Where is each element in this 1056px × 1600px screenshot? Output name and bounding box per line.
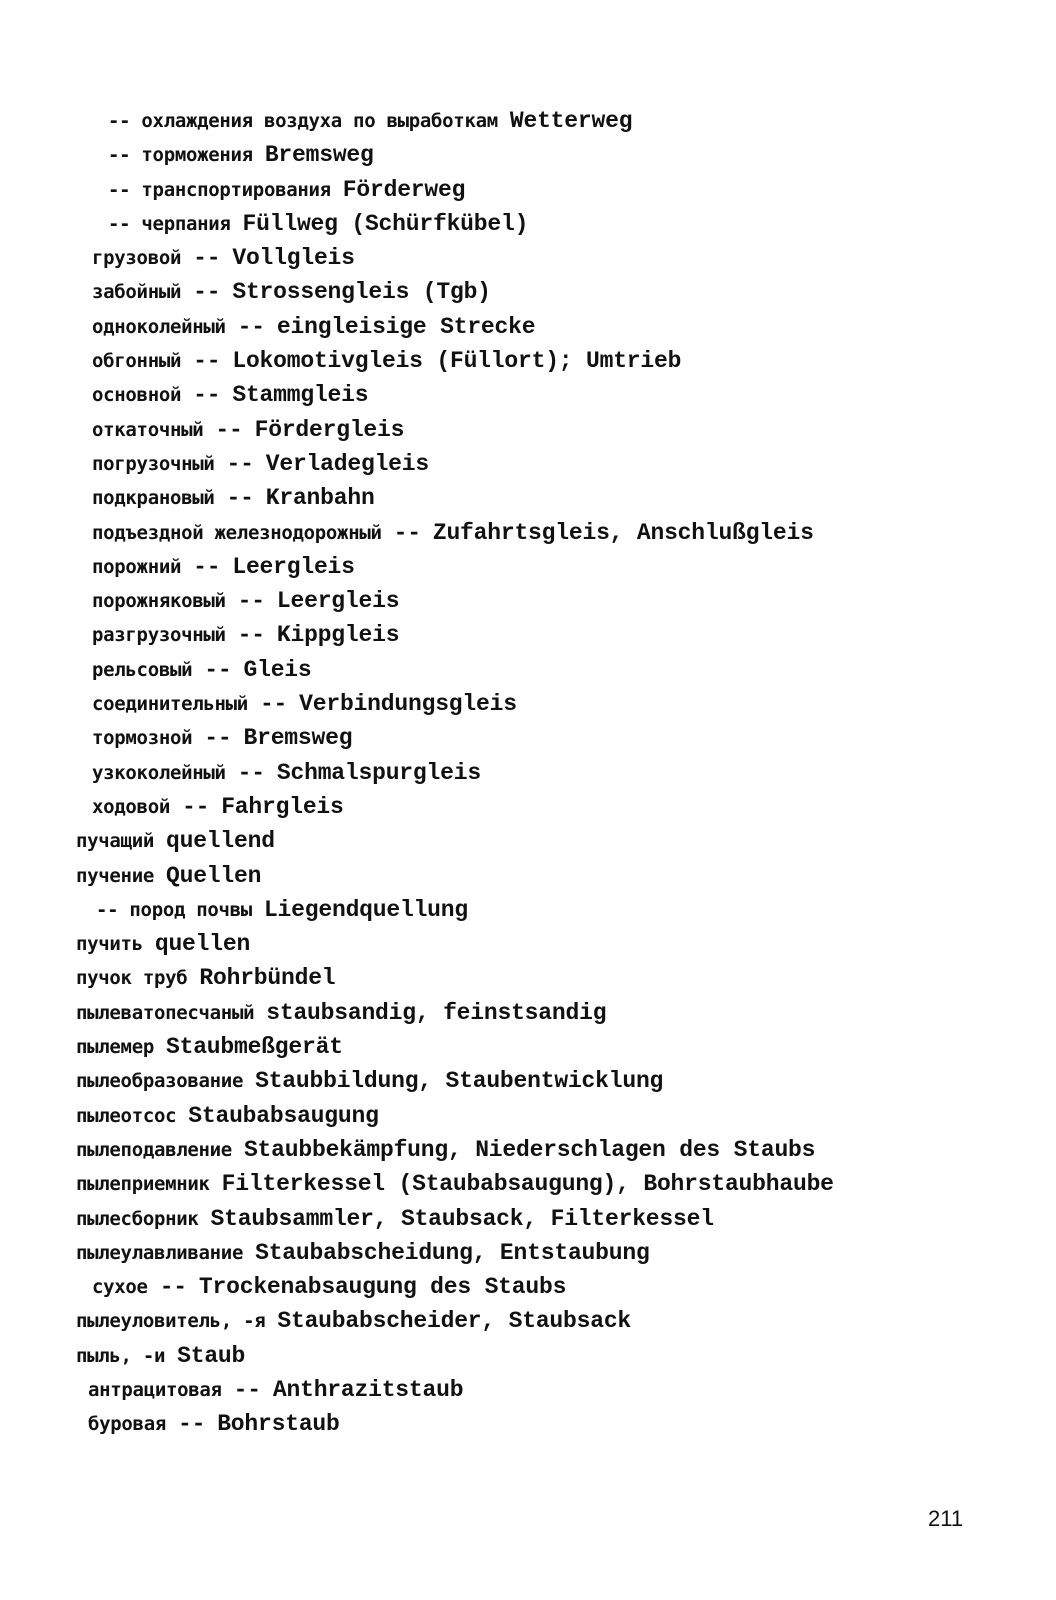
entry-separator: --	[193, 245, 221, 272]
german-translation: staubsandig, feinstsandig	[266, 999, 607, 1026]
dictionary-entry	[0, 207, 1056, 241]
dictionary-entry	[0, 790, 1056, 824]
russian-term: одноколейный	[92, 315, 226, 338]
russian-term: сухое	[92, 1276, 148, 1299]
entry-separator: --	[193, 553, 221, 580]
russian-term: узкоколейный	[92, 761, 226, 784]
german-translation: Verbindungsgleis	[299, 691, 517, 718]
dictionary-entry	[0, 1373, 1056, 1407]
german-translation: Staubabscheider, Staubsack	[277, 1308, 632, 1335]
dictionary-entry	[0, 344, 1056, 378]
dictionary-entry	[0, 1304, 1056, 1338]
entry-separator: --	[193, 279, 221, 306]
dictionary-entry	[0, 310, 1056, 344]
dictionary-entry	[0, 241, 1056, 275]
german-translation: Leergleis	[232, 553, 355, 580]
russian-term: пучить	[76, 933, 143, 956]
dictionary-entry	[0, 550, 1056, 584]
dictionary-entry	[0, 104, 1056, 138]
dictionary-entry	[0, 1339, 1056, 1373]
russian-term: -- торможения	[108, 144, 253, 167]
russian-term: -- охлаждения воздуха по выработкам	[108, 110, 498, 132]
german-translation: Staub	[177, 1342, 246, 1369]
russian-term: антрацитовая	[88, 1378, 222, 1401]
entry-separator: --	[181, 793, 210, 820]
german-translation: Kippgleis	[276, 622, 400, 649]
german-translation: Schmalspurgleis	[276, 759, 481, 786]
german-translation: Rohrbündel	[199, 965, 336, 992]
german-translation: Anthrazitstaub	[272, 1376, 464, 1403]
dictionary-entry	[0, 1167, 1056, 1201]
dictionary-entry	[0, 618, 1056, 652]
russian-term: грузовой	[92, 247, 182, 270]
dictionary-entry	[0, 1133, 1056, 1167]
dictionary-entry	[0, 687, 1056, 721]
german-translation: Staubsammler, Staubsack, Filterkessel	[210, 1205, 714, 1232]
russian-term: порожний	[92, 555, 182, 578]
dictionary-entry	[0, 961, 1056, 995]
russian-term: порожняковый	[92, 590, 226, 613]
german-translation: Verladegleis	[265, 450, 429, 477]
entry-separator: --	[237, 622, 265, 649]
entry-separator: --	[193, 382, 221, 409]
german-translation: Füllweg (Schürfkübel)	[242, 210, 529, 237]
dictionary-entry	[0, 1030, 1056, 1064]
german-translation: Strossengleis (Tgb)	[232, 279, 491, 306]
entry-separator: --	[159, 1274, 187, 1301]
german-translation: Liegendquellung	[263, 896, 468, 923]
dictionary-entry	[0, 1270, 1056, 1304]
entry-separator: --	[237, 313, 265, 340]
russian-term: пылесборник	[76, 1207, 199, 1230]
russian-term: пылеприемник	[76, 1173, 210, 1196]
russian-term: тормозной	[92, 727, 193, 750]
entry-separator: --	[259, 691, 288, 718]
russian-term: пылеуловитель, -я	[76, 1310, 266, 1333]
russian-term: ходовой	[92, 795, 170, 818]
russian-term: -- черпания	[108, 212, 231, 235]
russian-term: пылеподавление	[76, 1138, 232, 1161]
german-translation: Trockenabsaugung des Staubs	[198, 1274, 567, 1301]
german-translation: Vollgleis	[232, 245, 355, 272]
german-translation: Fahrgleis	[221, 793, 344, 820]
dictionary-entry	[0, 824, 1056, 858]
russian-term: погрузочный	[92, 452, 215, 475]
entry-separator: --	[237, 588, 265, 615]
german-translation: Leergleis	[276, 588, 400, 615]
dictionary-entry	[0, 1099, 1056, 1133]
german-translation: Bremsweg	[264, 142, 374, 169]
german-translation: Wetterweg	[509, 108, 633, 134]
dictionary-entry	[0, 378, 1056, 412]
russian-term: буровая	[88, 1413, 166, 1436]
dictionary-entry	[0, 756, 1056, 790]
dictionary-entry	[0, 1202, 1056, 1236]
dictionary-entry	[0, 447, 1056, 481]
russian-term: пылеобразование	[76, 1070, 244, 1093]
dictionary-entry	[0, 859, 1056, 893]
entry-separator: --	[204, 656, 232, 683]
dictionary-entry	[0, 653, 1056, 687]
german-translation: Zufahrtsgleis, Anschlußgleis	[432, 519, 814, 546]
dictionary-entry	[0, 1236, 1056, 1270]
russian-term: пучение	[76, 864, 154, 887]
german-translation: Staubmeßgerät	[165, 1034, 343, 1061]
russian-term: -- пород почвы	[96, 898, 252, 921]
german-translation: Staubabscheidung, Entstaubung	[255, 1239, 650, 1266]
german-translation: eingleisige Strecke	[276, 313, 536, 340]
dictionary-entry	[0, 1064, 1056, 1098]
german-translation: Kranbahn	[265, 485, 375, 512]
entry-separator: --	[393, 519, 421, 546]
entry-separator: --	[193, 348, 221, 375]
entry-separator: --	[215, 416, 243, 443]
russian-term: пыль, -и	[76, 1344, 166, 1367]
german-translation: Förderweg	[342, 176, 466, 203]
russian-term: пылемер	[76, 1036, 154, 1059]
entry-separator: --	[233, 1376, 261, 1403]
german-translation: Stammgleis	[232, 382, 369, 409]
page-number: 211	[928, 1506, 964, 1531]
russian-term: пылеулавливание	[76, 1241, 244, 1264]
dictionary-entry	[0, 413, 1056, 447]
dictionary-entry	[0, 996, 1056, 1030]
dictionary-entry	[0, 1407, 1056, 1441]
dictionary-entry	[0, 927, 1056, 961]
dictionary-entry	[0, 584, 1056, 618]
german-translation: Bohrstaub	[217, 1411, 340, 1438]
entry-separator: --	[177, 1411, 206, 1438]
dictionary-entry	[0, 516, 1056, 550]
german-translation: Staubbildung, Staubentwicklung	[255, 1068, 664, 1095]
dictionary-entry	[0, 893, 1056, 927]
german-translation: Staubabsaugung	[188, 1102, 379, 1129]
dictionary-entry	[0, 173, 1056, 207]
entry-separator: --	[237, 759, 265, 786]
german-translation: Filterkessel (Staubabsaugung), Bohrstaubhaube	[221, 1171, 834, 1198]
entry-list	[0, 104, 1056, 1442]
russian-term: основной	[92, 384, 182, 407]
german-translation: Staubbekämpfung, Niederschlagen des Staubs	[243, 1136, 816, 1163]
german-translation: quellen	[154, 931, 251, 958]
russian-term: пучок труб	[76, 967, 188, 990]
entry-separator: --	[226, 450, 254, 477]
dictionary-entry	[0, 481, 1056, 515]
entry-separator: --	[204, 725, 232, 752]
german-translation: Fördergleis	[254, 416, 405, 443]
dictionary-entry	[0, 275, 1056, 309]
russian-term: обгонный	[92, 350, 182, 373]
russian-term: откаточный	[92, 418, 204, 441]
russian-term: забойный	[92, 281, 182, 304]
german-translation: Gleis	[243, 656, 312, 683]
entry-separator: --	[226, 485, 254, 512]
russian-term: -- транспортирования	[108, 178, 331, 201]
german-translation: quellend	[165, 828, 275, 855]
german-translation: Lokomotivgleis (Füllort); Umtrieb	[232, 348, 682, 375]
russian-term: подкрановый	[92, 487, 215, 510]
russian-term: пучащий	[76, 830, 154, 853]
dictionary-entry	[0, 721, 1056, 755]
russian-term: пылеватопесчаный	[76, 1001, 255, 1024]
russian-term: рельсовый	[92, 658, 193, 681]
dictionary-entry	[0, 138, 1056, 172]
russian-term: пылеотсос	[76, 1104, 177, 1127]
russian-term: разгрузочный	[92, 624, 226, 647]
german-translation: Quellen	[165, 862, 262, 889]
russian-term: соединительный	[92, 693, 248, 716]
russian-term: подъездной железнодорожный	[92, 521, 382, 544]
german-translation: Bremsweg	[243, 725, 353, 752]
